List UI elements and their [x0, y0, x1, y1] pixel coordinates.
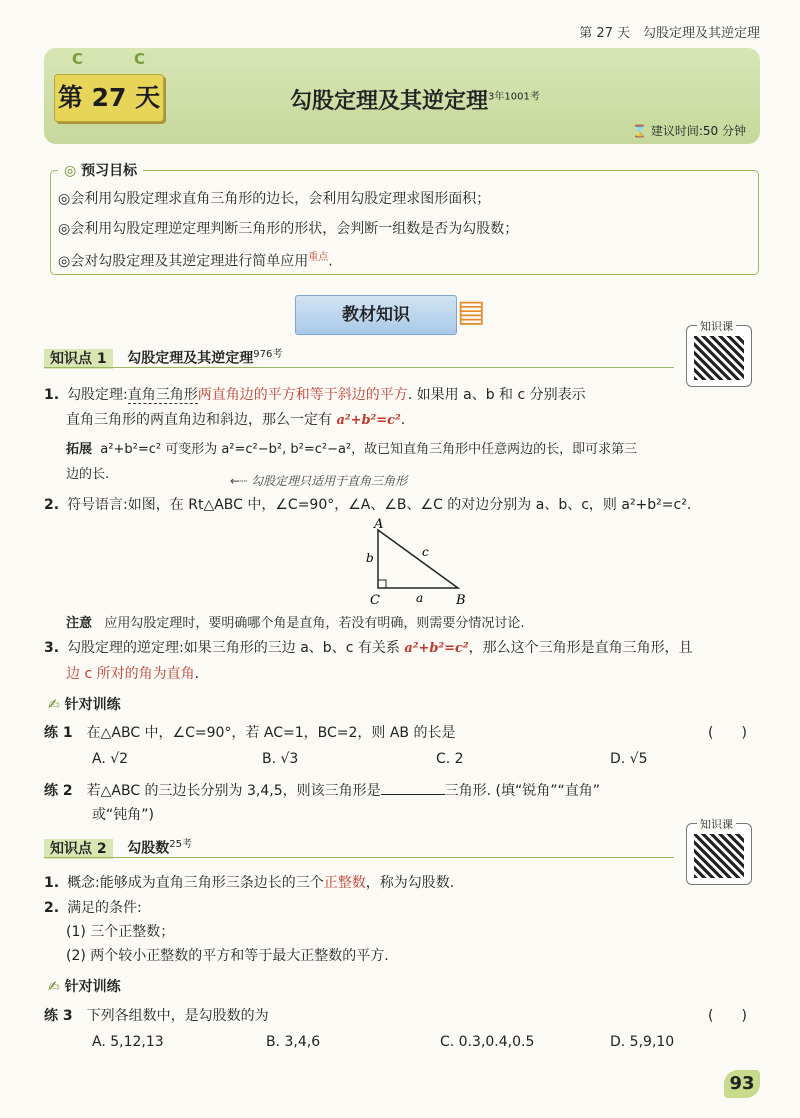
- clock-icon: ⌛: [632, 124, 648, 138]
- suggested-time: ⌛ 建议时间:50 分钟: [632, 124, 746, 138]
- training-heading-2: ✍ 针对训练: [48, 979, 121, 995]
- kp1-item-1: 1. 勾股定理:直角三角形两直角边的平方和等于斜边的平方. 如果用 a、b 和 c 分别表示: [44, 387, 586, 403]
- exercise-3: 练 3 下列各组数中，是勾股数的为: [44, 1008, 269, 1024]
- kp2-condition-2: (2) 两个较小正整数的平方和等于最大正整数的平方.: [66, 948, 389, 964]
- day-badge: 第 27 天: [54, 74, 164, 122]
- kp1-item-2: 2. 符号语言:如图，在 Rt△ABC 中，∠C=90°，∠A、∠B、∠C 的对边分别为 a、b、c，则 a²+b²=c².: [44, 497, 692, 513]
- running-header: 第 27 天 勾股定理及其逆定理: [579, 26, 760, 41]
- side-c: c: [422, 545, 429, 559]
- ex1-option-d[interactable]: D. √5: [610, 751, 648, 767]
- exercise-2: 练 2 若△ABC 的三边长分别为 3,4,5，则该三角形是 三角形. (填“锐角”“直角”: [44, 783, 600, 799]
- kp1-heading: 知识点 1 勾股定理及其逆定理$^{976考}$: [44, 343, 282, 367]
- kp1-item-1-line2: 直角三角形的两直角边和斜边，那么一定有 a²+b²=c².: [66, 412, 406, 428]
- c-mark-left: C: [72, 50, 84, 68]
- kp1-item-3-line2: 边 c 所对的角为直角.: [66, 666, 200, 682]
- note: 注意 应用勾股定理时，要明确哪个角是直角，若没有明确，则需要分情况讨论.: [66, 616, 525, 631]
- qr-label: 知识课: [697, 318, 736, 334]
- handwritten-note: ←┈ 勾股定理只适用于直角三角形: [230, 474, 408, 488]
- triangle-shape: [378, 530, 458, 588]
- training-heading-1: ✍ 针对训练: [48, 697, 121, 713]
- exercise-1-answer[interactable]: ( ): [708, 725, 747, 741]
- ex3-option-c[interactable]: C. 0.3,0.4,0.5: [440, 1034, 535, 1050]
- extension-line2: 边的长.: [66, 467, 110, 482]
- book-icon: ▤: [457, 294, 486, 329]
- ex3-option-a[interactable]: A. 5,12,13: [92, 1034, 164, 1050]
- ex3-option-b[interactable]: B. 3,4,6: [266, 1034, 321, 1050]
- c-mark-right: C: [134, 50, 146, 68]
- vertex-a: A: [374, 518, 384, 532]
- kp2-item-1: 1. 概念:能够成为直角三角形三条边长的三个正整数，称为勾股数.: [44, 875, 455, 891]
- right-angle-mark: [378, 580, 386, 588]
- side-b: b: [366, 551, 374, 565]
- kp2-item-2: 2. 满足的条件:: [44, 900, 142, 916]
- vertex-c: C: [370, 593, 380, 608]
- ex3-option-d[interactable]: D. 5,9,10: [610, 1034, 675, 1050]
- lesson-title: 勾股定理及其逆定理$^{3年1001考}$: [290, 89, 540, 114]
- ex1-option-c[interactable]: C. 2: [436, 751, 464, 767]
- target-icon: ◎: [64, 163, 77, 179]
- vertex-b: B: [456, 593, 466, 608]
- qr-label: 知识课: [697, 816, 736, 832]
- exercise-2-line2: 或“钝角”): [92, 807, 154, 823]
- page-number: 93: [724, 1070, 760, 1098]
- preview-heading: ◎ 预习目标: [58, 160, 143, 180]
- exercise-3-answer[interactable]: ( ): [708, 1008, 747, 1024]
- qr-code-2[interactable]: [686, 818, 752, 885]
- hand-icon: ✍: [48, 697, 60, 713]
- kp1-divider: [44, 367, 674, 368]
- qr-code-1[interactable]: [686, 320, 752, 387]
- goal-2: ◎会利用勾股定理逆定理判断三角形的形状，会判断一组数是否为勾股数；: [58, 221, 519, 237]
- answer-blank[interactable]: [381, 794, 445, 795]
- hand-icon: ✍: [48, 979, 60, 995]
- kp1-item-3: 3. 勾股定理的逆定理:如果三角形的三边 a、b、c 有关系 a²+b²=c²，那么这个三角形是直角三角形，且: [44, 640, 693, 656]
- ex1-option-b[interactable]: B. √3: [262, 751, 299, 767]
- qr-image: [694, 834, 744, 878]
- kp2-divider: [44, 857, 674, 858]
- ex1-option-a[interactable]: A. √2: [92, 751, 129, 767]
- exercise-1: 练 1 在△ABC 中，∠C=90°，若 AC=1，BC=2，则 AB 的长是: [44, 725, 456, 741]
- textbook-knowledge-badge: 教材知识: [295, 295, 457, 335]
- goal-3: ◎会对勾股定理及其逆定理进行简单应用$^{重点}$.: [58, 252, 333, 270]
- extension: 拓展 a²+b²=c² 可变形为 a²=c²−b², b²=c²−a²，故已知直角三角形中任意两边的长，即可求第三: [66, 442, 638, 457]
- qr-image: [694, 336, 744, 380]
- goal-1: ◎会利用勾股定理求直角三角形的边长，会利用勾股定理求图形面积；: [58, 191, 491, 207]
- triangle-figure: [360, 518, 470, 608]
- side-a: a: [416, 591, 424, 605]
- kp2-heading: 知识点 2 勾股数$^{25考}$: [44, 833, 192, 857]
- kp2-condition-1: (1) 三个正整数；: [66, 924, 175, 940]
